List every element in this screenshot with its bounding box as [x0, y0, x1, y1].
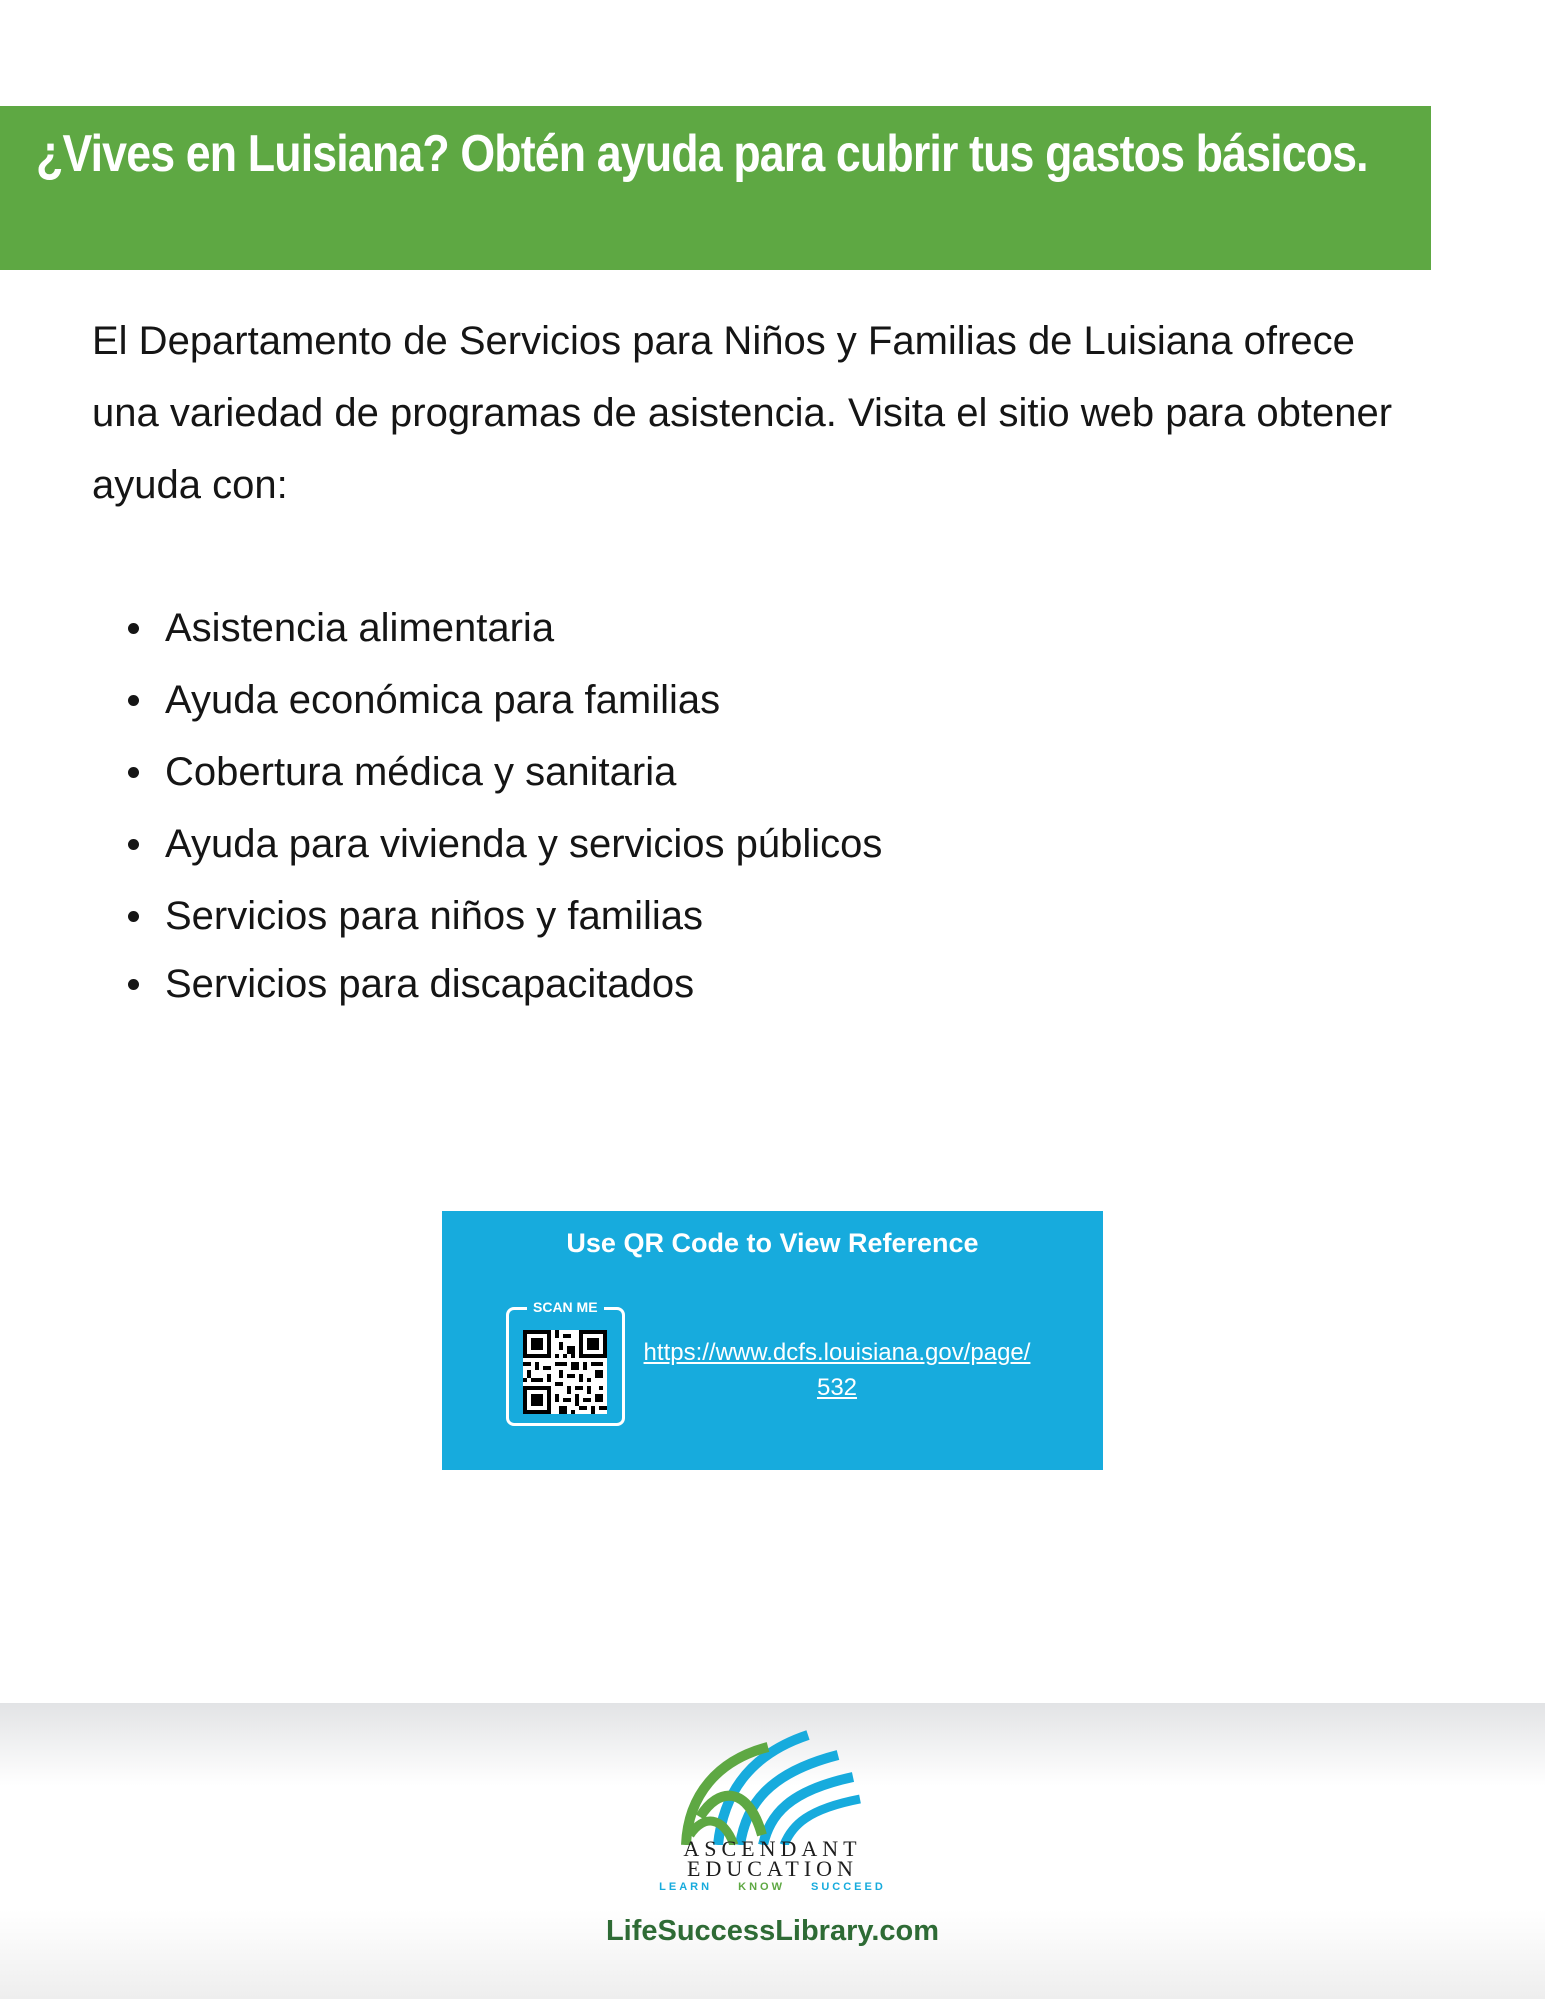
page-title: ¿Vives en Luisiana? Obtén ayuda para cubrir tus gastos básicos.	[36, 125, 1368, 183]
scan-me-label: SCAN ME	[527, 1297, 604, 1317]
tagline-learn: LEARN	[659, 1881, 713, 1893]
qr-reference-box	[442, 1211, 1103, 1470]
website-url: LifeSuccessLibrary.com	[605, 1915, 940, 1947]
brand-tagline	[0, 1880, 1545, 1894]
list-item: Servicios para discapacitados	[165, 948, 882, 1020]
list-item: Cobertura médica y sanitaria	[165, 736, 882, 808]
brand-name-line-2: EDUCATION	[687, 1856, 858, 1881]
list-item: Ayuda para vivienda y servicios públicos	[165, 808, 882, 880]
intro-paragraph: El Departamento de Servicios para Niños y Familias de Luisiana ofrece una variedad de programas de asistencia. Visita el sitio web para obtener ayuda con:	[92, 319, 1393, 507]
tagline-know: KNOW	[738, 1881, 785, 1893]
list-item: Ayuda económica para familias	[165, 664, 882, 736]
qr-code-icon[interactable]	[523, 1330, 607, 1414]
reference-link[interactable]: https://www.dcfs.louisiana.gov/page/532	[643, 1339, 1031, 1401]
list-item: Servicios para niños y familias	[165, 880, 882, 952]
services-list	[92, 592, 882, 1020]
tagline-succeed: SUCCEED	[811, 1881, 886, 1893]
list-item: Asistencia alimentaria	[165, 592, 882, 664]
title-banner	[0, 106, 1431, 270]
ascendant-education-logo-icon	[678, 1725, 868, 1845]
footer	[0, 1703, 1545, 1999]
qr-title: Use QR Code to View Reference	[566, 1228, 979, 1258]
qr-frame	[506, 1299, 625, 1426]
brand-name-line-1: ASCENDANT	[683, 1836, 862, 1861]
